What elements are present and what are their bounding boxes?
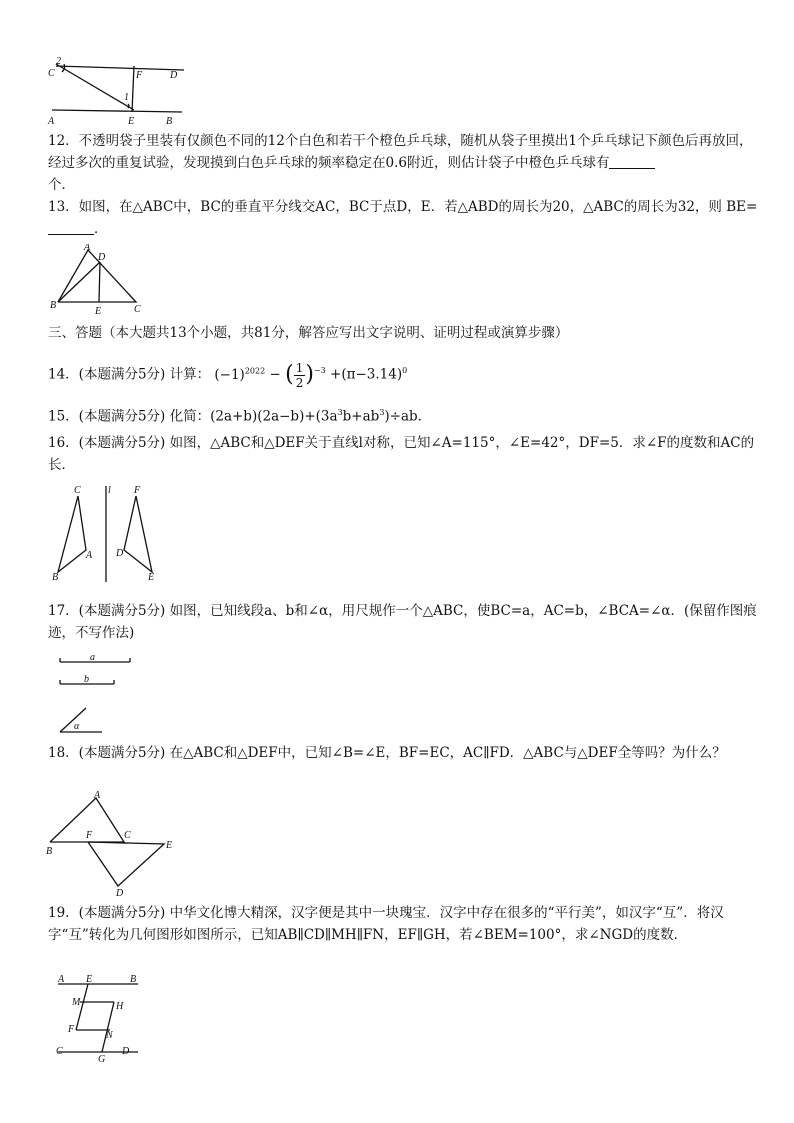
question-13-tail: ． [94,221,108,237]
question-13-be: BE= [726,199,758,215]
question-12-text: 12．不透明袋子里装有仅颜色不同的12个白色和若干个橙色乒乓球，随机从袋子里摸出1个乒乓球记下颜色后再放回，经过多次的重复试验，发现摸到白色乒乓球的频率稳定在0.6附近，则估计袋子中橙色乒乓球有 [48,133,753,171]
question-13 [48,196,760,240]
figure-q19 [54,972,144,1064]
fig18-label-b: B [46,846,53,857]
section-3-heading [48,322,760,344]
question-16 [48,432,760,476]
question-16-text: 16．(本题满分5分) 如图，△ABC和△DEF关于直线l对称，已知∠A=115°，∠E=42°，DF=5．求∠F的度数和AC的长． [48,435,755,473]
q14-exp3: 0 [402,366,408,375]
fig11-label-c: C [48,68,55,79]
fig19-label-f: F [68,1024,75,1035]
fig19-label-a: A [58,974,65,985]
question-19-text: 19．(本题满分5分) 中华文化博大精深，汉字便是其中一块瑰宝．汉字中存在很多的“平行美”，如汉字“互”．将汉字“互”转化为几何图形如图所示，已知AB∥CD∥MH∥FN，EF∥GH，若∠BEM=100°，求∠NGD的度数． [48,905,724,943]
figure-q18 [44,788,184,898]
fig16-label-a: A [86,550,93,561]
fig11-label-1: 1 [124,92,129,103]
fig11-label-a: A [48,116,55,127]
answer-blank[interactable] [48,220,94,235]
fig11-label-f: F [136,70,143,81]
q15-expr1: (2a+b)(2a−b)+(3a [210,408,338,425]
figure-q11 [44,52,194,128]
q14-base1: (−1) [214,366,245,383]
question-18 [48,742,760,764]
fig19-label-d: D [122,1046,130,1057]
fig13-label-c: C [134,304,141,315]
fig13-label-e: E [95,306,102,316]
section-3-title: 三、答题（本大题共13个小题，共81分，解答应写出文字说明、证明过程或演算步骤） [48,325,569,341]
fig19-label-b: B [130,974,137,985]
question-12 [48,130,760,196]
fig17-label-b: b [84,674,89,685]
fig17-label-a: a [90,652,95,663]
fig19-label-c: C [56,1046,63,1057]
fig16-label-c: C [74,485,81,496]
question-14-prefix: 14．(本题满分5分) 计算： [48,366,211,383]
figure-q16 [48,484,168,584]
question-18-text: 18．(本题满分5分) 在△ABC和△DEF中，已知∠B=∠E，BF=EC，AC∥FD．△ABC与△DEF全等吗？为什么？ [48,745,726,761]
fig18-label-c: C [124,830,131,841]
q14-plus: + [330,366,342,383]
fig19-label-e: E [86,974,93,985]
fig18-label-f: F [86,830,93,841]
question-15 [48,402,760,428]
q14-exp2: −3 [313,366,326,375]
fig16-label-e: E [148,572,155,583]
question-15-prefix: 15．(本题满分5分) 化简： [48,408,211,425]
fig11-label-2: 2 [56,56,61,67]
fig11-label-b: B [166,116,173,127]
q14-frac-den: 2 [295,375,304,390]
question-17 [48,600,760,644]
fig16-label-b: B [52,572,59,583]
question-12-tail: 个． [48,177,75,193]
fig13-label-a: A [84,244,91,253]
q14-paren: (π−3.14) [341,366,403,383]
answer-blank[interactable] [609,154,655,169]
fig11-label-d: D [170,70,178,81]
fig16-label-d: D [116,548,124,559]
question-13-text: 13．如图，在△ABC中，BC的垂直平分线交AC，BC于点D，E．若△ABD的周长为20，△ABC的周长为32，则 [48,199,722,215]
fig16-label-f: F [134,485,141,496]
fig17-label-alpha: α [74,721,80,732]
question-17-text: 17．(本题满分5分) 如图，已知线段a、b和∠α，用尺规作一个△ABC，使BC=a，AC=b，∠BCA=∠α．(保留作图痕迹，不写作法) [48,603,757,641]
q14-minus: − [269,366,281,383]
q14-fraction [294,361,306,390]
q14-term1 [214,367,265,383]
fig13-label-d: D [98,252,106,263]
fig18-label-e: E [166,840,173,851]
fig13-label-b: B [50,300,57,311]
fig19-label-h: H [116,1001,124,1012]
fig19-label-m: M [72,997,81,1008]
fig16-label-l: l [108,485,111,496]
q15-expr2: b+ab [342,408,380,425]
q14-frac-num: 1 [295,360,304,375]
q15-expr3: )÷ab． [384,408,432,425]
figure-q13 [48,244,148,316]
q14-exp1: 2022 [244,366,266,375]
fig11-label-e: E [128,116,135,127]
q15-exp1: 3 [337,408,343,417]
fig19-label-g: G [98,1054,106,1064]
fig18-label-d: D [116,888,124,898]
q15-exp2: 3 [379,408,385,417]
question-19 [48,902,760,946]
fig19-label-n: N [106,1030,113,1041]
figure-q17 [56,652,146,736]
question-14: 14．(本题满分5分) 计算： $(-1)^{2022}$ − ( $\frac{1}{2}$ )$^{-3} +(\pi-3.14)^0$ [48,360,408,390]
fig18-label-a: A [94,790,101,801]
